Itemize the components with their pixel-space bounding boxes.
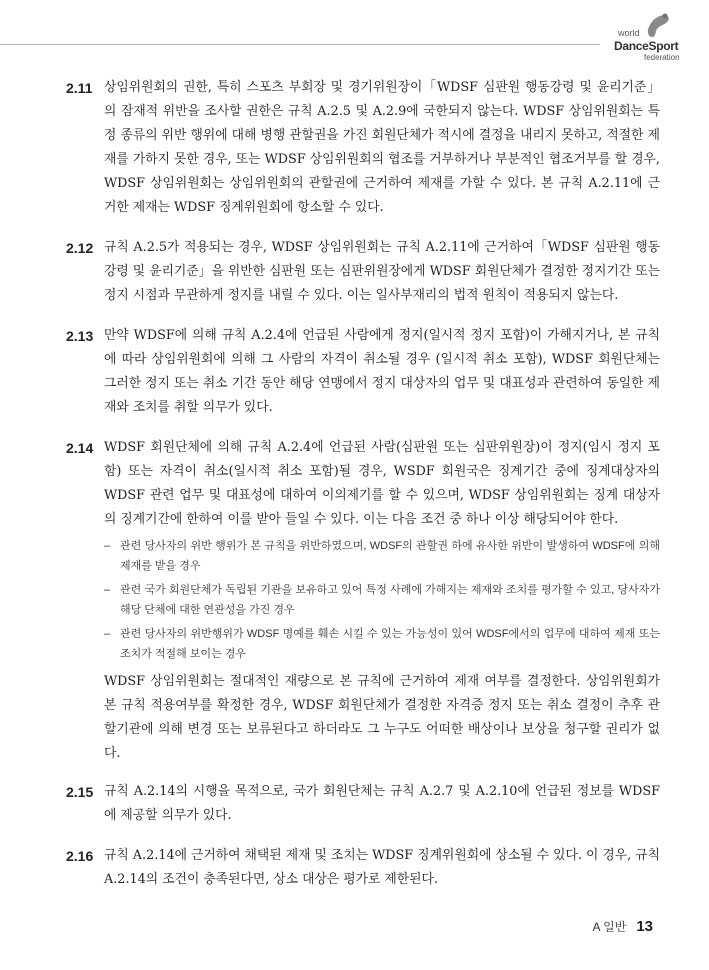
page-number: 13 [636, 918, 653, 935]
list-item [104, 536, 660, 576]
logo-brand-text: DanceSport [614, 39, 679, 53]
clause-text: 규칙 A.2.5가 적용되는 경우, WDSF 상임위원회는 규칙 A.2.11에 근거하여「WDSF 심판원 행동강령 및 윤리기준」을 위반한 심판원 또는 심판위원장에게 WDSF 회원단체가 결정한 정지기간 또는 정지 시점과 무관하게 정지를 내릴 수 있다. 이는 일사부재리의 법적 원칙이 적용되지 않는다. [104, 240, 660, 303]
clause-text: 규칙 A.2.14의 시행을 목적으로, 국가 회원단체는 규칙 A.2.7 및 A.2.10에 언급된 정보를 WDSF에 제공할 의무가 있다. [104, 784, 660, 823]
clause-content [104, 436, 660, 766]
list-item [104, 580, 660, 620]
clause-2-16 [66, 844, 660, 892]
condition-list [104, 536, 660, 664]
clause-2-14 [66, 436, 660, 766]
clause-text-continued: WDSF 상임위원회는 절대적인 재량으로 본 규칙에 근거하여 제재 여부를 결정한다. 상임위원회가 본 규칙 적용여부를 확정한 경우, WDSF 회원단체가 결정한 자격증 정지 또는 취소 결정이 추후 관할기관에 의해 변경 또는 보류된다고 하더라도 그 누구도 어떠한 배상이나 보상을 청구할 권리가 없다. [104, 674, 660, 761]
condition-text: 관련 국가 회원단체가 독립된 기관을 보유하고 있어 특정 사례에 가해지는 제재와 조치를 평가할 수 있고, 당사자가 해당 단체에 대한 연관성을 가진 경우 [120, 584, 660, 616]
clause-number: 2.13 [66, 328, 94, 344]
clause-2-13 [66, 324, 660, 420]
list-item [104, 624, 660, 664]
clause-2-11 [66, 76, 660, 220]
clause-2-15 [66, 780, 660, 828]
logo-world-text: world [618, 28, 640, 38]
clause-number: 2.15 [66, 784, 94, 800]
clause-number: 2.14 [66, 440, 94, 456]
page-footer [592, 918, 653, 935]
dash-bullet: – [104, 628, 111, 640]
dash-bullet: – [104, 540, 111, 552]
dash-bullet: – [104, 584, 111, 596]
clause-text: WDSF 회원단체에 의해 규칙 A.2.4에 언급된 사람(심판원 또는 심판위원장)이 정지(임시 정지 포함) 또는 자격이 취소(일시적 취소 포함)될 경우, WSDF 회원국은 징계기간 중에 징계대상자의 WDSF 관련 업무 및 대표성에 대하여 이의제기를 할 수 있으며, WDSF 상임위원회는 징계 대상자의 징계기간에 한하여 이를 받아 들일 수 있다. 이는 다음 조건 중 하나 이상 해당되어야 한다. [104, 440, 660, 527]
logo-federation-text: federation [644, 53, 680, 62]
clause-text: 규칙 A.2.14에 근거하여 채택된 제재 및 조치는 WDSF 징계위원회에 상소될 수 있다. 이 경우, 규칙 A.2.14의 조건이 충족된다면, 상소 대상은 평가로 제한된다. [104, 848, 660, 887]
condition-text: 관련 당사자의 위반 행위가 본 규칙을 위반하였으며, WDSF의 관할권 하에 유사한 위반이 발생하여 WDSF에 의해 제재를 받을 경우 [120, 540, 660, 572]
dancer-silhouette-icon [644, 12, 672, 40]
header-rule [0, 44, 600, 45]
clause-2-12 [66, 236, 660, 308]
condition-text: 관련 당사자의 위반행위가 WDSF 명예를 훼손 시킬 수 있는 가능성이 있어 WDSF에서의 업무에 대하여 제재 또는 조치가 적절해 보이는 경우 [120, 628, 660, 660]
clause-number: 2.12 [66, 240, 94, 256]
wdsf-logo [600, 12, 700, 62]
clause-number: 2.11 [66, 80, 93, 96]
clause-text: 상임위원회의 권한, 특히 스포츠 부회장 및 경기위원장이「WDSF 심판원 행동강령 및 윤리기준」의 잠재적 위반을 조사할 권한은 규칙 A.2.5 및 A.2.9에 국한되지 않는다. WDSF 상임위원회는 특정 종류의 위반 행위에 대해 병행 관할권을 가진 회원단체가 적시에 결정을 내리지 못하고, 적절한 제재를 가하지 못한 경우, 또는 WDSF 상임위원회의 협조를 거부하거나 부분적인 협조거부를 할 경우, WDSF 상임위원회는 상임위원회의 관할권에 근거하여 제재를 가할 수 있다. 본 규칙 A.2.11에 근거한 제재는 WDSF 징계위원회에 항소할 수 있다. [104, 80, 660, 215]
document-body [66, 76, 660, 892]
clause-text: 만약 WDSF에 의해 규칙 A.2.4에 언급된 사람에게 정지(일시적 정지 포함)이 가해지거나, 본 규칙에 따라 상임위원회에 의해 그 사람의 자격이 취소될 경우 (일시적 취소 포함), WDSF 회원단체는 그러한 정지 또는 취소 기간 동안 해당 연맹에서 정지 대상자의 업무 및 대표성과 관련하여 동일한 제재와 조치를 취할 의무가 있다. [104, 328, 660, 415]
clause-number: 2.16 [66, 848, 94, 864]
section-label: A 일반 [592, 920, 627, 934]
